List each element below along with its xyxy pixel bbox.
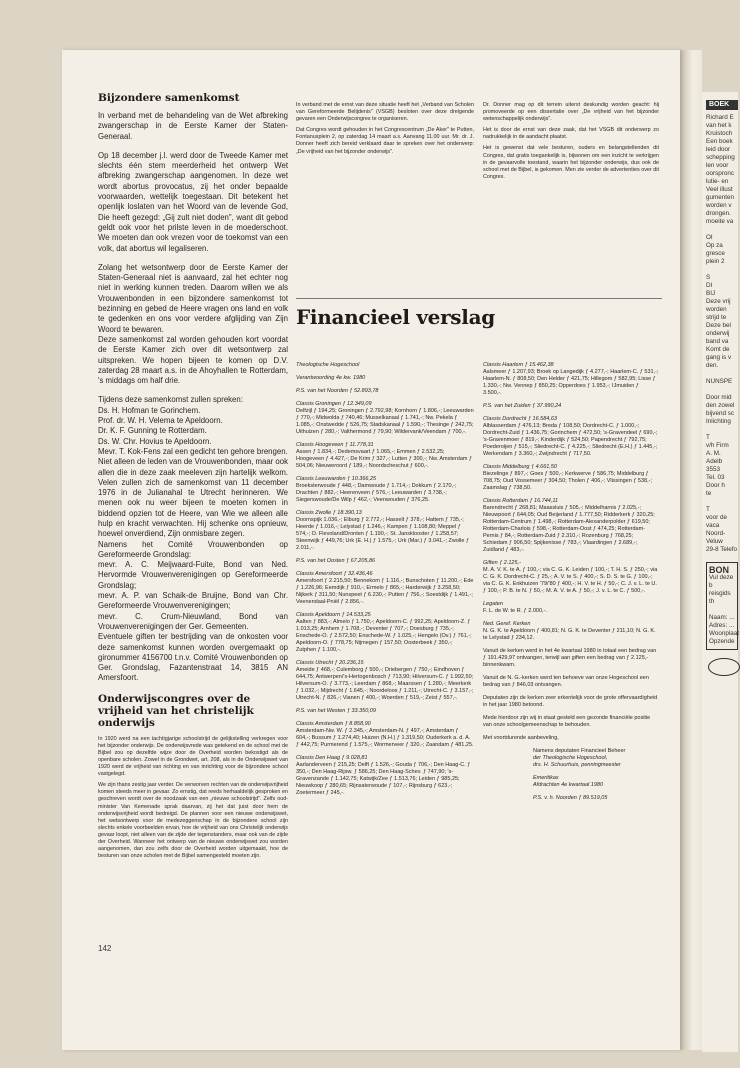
edge-text-line: Veel illust bbox=[706, 186, 733, 193]
edge-text-line: T bbox=[706, 434, 710, 441]
ledger-entries: Mede hierdoor zijn wij in staat gesteld een gezonde financiële positie van onze schoolgemeenschap te behouden. bbox=[483, 715, 651, 728]
edge-text-line: den zowel bbox=[706, 402, 735, 409]
bon-title: BON bbox=[709, 565, 729, 575]
edge-text-line: OI bbox=[706, 234, 713, 241]
edge-text-line: voor de vaca bbox=[706, 514, 728, 529]
edge-text-line bbox=[706, 370, 738, 378]
paragraph: Dr. Donner mag op dit terrein uiterst deskundig worden geacht: hij promoveerde op een dissertatie over „De vrijheid van het bijzonder wetenschappelijk onderwijs". bbox=[483, 102, 659, 123]
edge-text-line: Door mid bbox=[706, 394, 732, 401]
ledger-heading: Classis Groningen ƒ 12.349,09 bbox=[296, 401, 372, 407]
edge-text-line: v/h Firm bbox=[706, 442, 729, 449]
onderwijs-continued-2 bbox=[483, 102, 659, 185]
paragraph: Het is door de ernst van deze zaak, dat het VSGB dit onderwerp zo nadrukkelijk in de aandacht plaatst. bbox=[483, 127, 659, 141]
edge-text-line: te bbox=[706, 490, 712, 497]
paragraph: Mevr. T. Kok-Fens zal een gedicht ten gehore brengen. bbox=[98, 446, 288, 456]
next-page-bar: BOEK bbox=[706, 100, 738, 110]
edge-text-line: 3553 bbox=[706, 466, 721, 473]
ledger-entries: M. A. V. K. te A. ƒ 100,-; via C. G. K. Leiden ƒ 100,-; T. H. S. ƒ 250,-; via C. G. K. Dordrecht-C. ƒ 25,-; A. V. te S. ƒ 400,-; S. D. S. te G. ƒ 100,-; via C. G. K. Enkhuizen '79/'80 ƒ 400,-; H. V. te H. ƒ 50,-; C. J. v. L. te U. ƒ 100,-; P. B. te N. ƒ 50,-; M. A. V. te A. ƒ 50,-; J. v. L. te C. ƒ 500,-. bbox=[483, 567, 658, 594]
paragraph: In 1920 werd na een tachtigjarige schoolstrijd de gelijkstelling verkregen voor het bijzonder onderwijs. De onderwijsvrede was getekend en de school met de Bijbel zou op dezelfde wijze door de Overheid worden bekostigd als de openbare scholen. Zowel in de Grondwet, art. 208, als in de Onderwijswet van 1920 werd de vrijheid van richting en van inrichting voor de bijzondere school vastgelegd. bbox=[98, 735, 288, 778]
ledger-entries: Amersfoort ƒ 2.215,50; Bennekom ƒ 1.116,-; Bunschoten ƒ 11.200,-; Ede ƒ 1.226,96; Eemdijk ƒ 910,-; Ermelo ƒ 865,-; Harderwijk ƒ 3.258,50; Nijkerk ƒ 311,50; Nunspeet ƒ 6.230,-; Putten ƒ 756,-; Soestdijk ƒ 1.491,-; Veenendaal-Pniël ƒ 2.856,-. bbox=[296, 578, 474, 605]
ledger-heading: Classis Rotterdam ƒ 16.744,11 bbox=[483, 498, 559, 504]
ledger-heading: Verantwoording 4e kw. 1980 bbox=[296, 375, 366, 381]
ledger-entries: Barendrecht ƒ 268,81; Maassluis ƒ 505,-; Middelharnis ƒ 2.025,-; Nieuwpoort ƒ 644,05; Oud Beijerland ƒ 1.777,50; Ridderkerk ƒ 320,25; Rotterdam-Centrum ƒ 1.498,-; Rotterdam-Alexanderpolder ƒ 619,50; Rotterdam-Charlois ƒ 598,-; Rotterdam-Oost ƒ 474,25; Rotterdam-Pernis ƒ 84,-; Rotterdam-Zuid ƒ 2.310,-; Rozenburg ƒ 768,25; Schiedam ƒ 906,50; Spijkenisse ƒ 783,-; Vlaardingen ƒ 2.689,-; Zuidland ƒ 483,-. bbox=[483, 505, 655, 553]
edge-text-line: worden v bbox=[706, 202, 732, 209]
edge-text-line: gang is v bbox=[706, 354, 732, 361]
onderwijs-title: Onderwijscongres over de vrijheid van het christelijk onderwijs bbox=[98, 692, 254, 729]
edge-text-line: lutie- en bbox=[706, 178, 729, 185]
ledger-heading: Classis Hoogeveen ƒ 11.778,31 bbox=[296, 442, 374, 448]
edge-text-line bbox=[709, 606, 735, 614]
ledger-heading: Ned. Geref. Kerken bbox=[483, 621, 531, 627]
bijzondere-body bbox=[98, 111, 288, 684]
ledger-entries: Ameide ƒ 468,-; Culemborg ƒ 500,-; Driebergen ƒ 750,-; Eindhoven ƒ 644,75; Antwerpen/'s-Hertogenbosch ƒ 713,90; Hilversum-C. ƒ 1.992,50; Hilversum-O. ƒ 3.773,-; Leerdam ƒ 868,-; Maarssen ƒ 1.280,-; Meerkerk ƒ 1.032,-; Mijdrecht ƒ 1.645,-; Noordeloos ƒ 1.211,-; Utrecht-C. ƒ 3.157,-; Utrecht-N. ƒ 826,-; Vianen ƒ 400,-; Woerden ƒ 519,-; Zeist ƒ 557,-. bbox=[296, 667, 474, 701]
ledger-entries: F. L. de W. te R. ƒ 2.000,-. bbox=[483, 608, 547, 614]
signature-line: Namens deputaten Financieel Beheer bbox=[533, 748, 626, 754]
book-spine bbox=[680, 50, 702, 1050]
edge-text-line: bijvend sc bbox=[706, 410, 735, 417]
edge-text-line: Noord-Veluw bbox=[706, 530, 726, 545]
edge-text-line: gresce bbox=[706, 250, 725, 257]
financieel-title: Financieel verslag bbox=[296, 305, 495, 329]
paragraph: mevr. A. P. van Schaik-de Bruijne, Bond van Chr. Gereformeerde Vrouwenverenigingen; bbox=[98, 591, 288, 611]
ledger-heading: Classis Amsterdam ƒ 8.858,90 bbox=[296, 721, 371, 727]
edge-text-line: BIJ bbox=[706, 290, 716, 297]
edge-text-line bbox=[706, 386, 738, 394]
edge-text-line: A. M. bbox=[706, 450, 721, 457]
ledger-heading: Classis Dordrecht ƒ 16.584,63 bbox=[483, 416, 557, 422]
ledger-entries: Delfzijl ƒ 194,25; Groningen ƒ 2.792,98; Kornhorn ƒ 1.806,-; Leeuwarden ƒ 770,-; Midwolda ƒ 740,46; Musselkanaal ƒ 1.741,-; Nw. Pekela ƒ 1.085,-; Onstwedde ƒ 526,75; Stadskanaal ƒ 1.590,-; Thesinge ƒ 242,75; Uithuizen ƒ 280,-; Valthermond ƒ 79,90; Wildervank/Veendam ƒ 700,-. bbox=[296, 408, 474, 435]
ledger-entries: Vanuit de kerken werd in het 4e kwartaal 1980 in totaal een bedrag van ƒ 191.429,97 ontvangen, terwijl aan giften een bedrag van ƒ 2.125,- binnenkwam. bbox=[483, 648, 657, 668]
ledger-heading: P.S. van het Noorden ƒ 52.893,78 bbox=[296, 388, 379, 394]
ledger-entries: Aalten ƒ 883,-; Almelo ƒ 1.750,-; Apeldoorn-C. ƒ 992,25; Apeldoorn-Z. ƒ 1.013,25; Arnhem ƒ 1.708,-; Deventer ƒ 707,-; Doesburg ƒ 735,-; Enschede-O. ƒ 2.572,50; Enschede-W. ƒ 1.025,-; Hengelo (Ov.) ƒ 761,-; Apeldoorn-O. ƒ 778,75; Nijmegen ƒ 157,50; Oosterbeek ƒ 350,-; Zutphen ƒ 1.100,-. bbox=[296, 619, 472, 653]
next-page-text bbox=[702, 114, 738, 554]
edge-text-line: Woonplaat bbox=[709, 630, 739, 637]
paragraph: Dat Congres wordt gehouden in het Congrescentrum „De Aker" te Putten, Fontanusplein 2, op zaterdag 14 maart a.s. Aanvang 11.00 uur. Mr. dr. J. Donner heeft zich bereid verklaard daar te spreken over het onderwerp: „De vrijheid van het bijzonder onderwijs". bbox=[296, 127, 474, 155]
magazine-page bbox=[62, 50, 680, 1050]
edge-text-line: Adelb bbox=[706, 458, 723, 465]
edge-text-line: Door h bbox=[706, 482, 725, 489]
footer-line: P.S. v. h. Noorden ƒ 89.519,05 bbox=[533, 795, 608, 801]
edge-text-line: 29-8 Telefo bbox=[706, 546, 738, 553]
signature-line: drs. H. Schuurhuis, penningmeester bbox=[533, 762, 621, 768]
paragraph: Namens het Comité Vrouwenbonden op Gereformeerde Grondslag: bbox=[98, 539, 288, 559]
edge-text-line: Op za bbox=[706, 242, 723, 249]
paragraph: Zolang het wetsontwerp door de Eerste Kamer der Staten-Generaal niet is aanvaard, zal het echter nog niet in werking kunnen treden. Daarom willen we als Vrouwenbonden in een bijzondere samenkomst tot bezinning en gebed de Heere vragen ons land en volk te gedenken en ons voor verdere afglijding van Zijn Woord te bewaren. bbox=[98, 262, 288, 334]
ledger-heading: Classis Den Haag ƒ 9.028,81 bbox=[296, 755, 368, 761]
footer-line: Emeritikas bbox=[533, 775, 559, 781]
edge-text-line: Richard E bbox=[706, 114, 734, 121]
edge-text-line: van het k bbox=[706, 122, 732, 129]
edge-text-line: reisgids th bbox=[709, 590, 731, 605]
next-page-edge bbox=[702, 92, 738, 1052]
paragraph: In verband met de ernst van deze situatie heeft het „Verband van Scholen van Gereformeerde Belijdenis" (VSGB) besloten over deze dreigende gevaren een Onderwijscongres te organiseren. bbox=[296, 102, 474, 123]
paragraph: Het is gewenst dat vele besturen, ouders en belangstellenden dit Congres, dat gratis toegankelijk is, bijwonen om een inzicht te verkrijgen in de gevaarvolle toestand, waarin het bijzonder onderwijs, dus ook de school met de Bijbel, is gekomen. Men zie verder de advertenties over dit Congres. bbox=[483, 145, 659, 180]
publisher-logo-icon bbox=[708, 658, 740, 676]
paragraph: Eventuele giften ter bestrijding van de onkosten voor deze samenkomst kunnen worden overgemaakt op gironummer 4156700 t.n.v. Comité Vrouwenbonden op Ger. Grondslag, Fazantenstraat 14, 3815 AN Amersfoort. bbox=[98, 632, 288, 683]
edge-text-line: Vul deze b bbox=[709, 574, 734, 589]
financieel-column-2 bbox=[483, 362, 659, 802]
ledger-heading: Classis Utrecht ƒ 20.236,15 bbox=[296, 660, 364, 666]
edge-text-line bbox=[706, 426, 738, 434]
edge-text-line bbox=[706, 226, 738, 234]
page-number: 142 bbox=[98, 944, 112, 953]
ledger-entries: Amsterdam-Nw. W. ƒ 2.345,-; Amsterdam-N. ƒ 497,-; Amsterdam ƒ 604,-; Bussum ƒ 1.274,40; Huizen (N.H.) ƒ 1.319,50; Ouderkerk a. d. A. ƒ 442,75; Purmerend ƒ 1.575,-; Wormerveer ƒ 320,-; Zaandam ƒ 481,25. bbox=[296, 728, 474, 748]
edge-text-line: Een boek bbox=[706, 138, 733, 145]
speaker: Prof. dr. W. H. Velema te Apeldoorn. bbox=[98, 416, 223, 426]
ledger-entries: Broeksterwoude ƒ 448,-; Damwoude ƒ 1.714,-; Dokkum ƒ 2.170,-; Drachten ƒ 882,-; Heerenveen ƒ 576,-; Leeuwarden ƒ 3.738,-; Siegerswoude/De Wilp ƒ 462,-; Veenwouden ƒ 376,25. bbox=[296, 483, 457, 503]
ledger-heading: Classis Apeldoorn ƒ 14.533,25 bbox=[296, 612, 371, 618]
edge-text-line: Deze bel bbox=[706, 322, 731, 329]
onderwijs-continued bbox=[296, 102, 474, 160]
ledger-entries: N. G. K. te Apeldoorn ƒ 400,81; N. G. K. te Deventer ƒ 211,10; N. G. K. te Lelystad ƒ 234,12. bbox=[483, 628, 656, 641]
financieel-column-1 bbox=[296, 362, 474, 803]
edge-text-line: NUNSPE bbox=[706, 378, 733, 385]
speaker: Ds. H. Hofman te Gorinchem. bbox=[98, 405, 201, 415]
edge-text-line: leid door bbox=[706, 146, 731, 153]
ledger-heading: P.S. van het Westen ƒ 33.350,09 bbox=[296, 708, 376, 714]
column-left bbox=[98, 92, 288, 860]
paragraph: mevr. C. Crum-Nieuwland, Bond van Vrouwenverenigingen der Ger. Gemeenten. bbox=[98, 611, 288, 631]
ledger-entries: Deputaten zijn de kerken zeer erkentelijk voor de grote offervaardigheid in het jaar 1980 betoond. bbox=[483, 695, 658, 708]
edge-text-line: Adres: ... bbox=[709, 622, 735, 629]
ledger-heading: Giften ƒ 2.125,- bbox=[483, 560, 521, 566]
ledger-entries: Met voortdurende aanbeveling, bbox=[483, 735, 559, 741]
ledger-heading: P.S. van het Oosten ƒ 67.205,86 bbox=[296, 558, 376, 564]
edge-text-line: gumenten bbox=[706, 194, 735, 201]
edge-text-line: schepping bbox=[706, 154, 735, 161]
edge-text-line: Deze vrij bbox=[706, 298, 731, 305]
ledger-entries: Assen ƒ 1.834,-; Dedemsvaart ƒ 1.065,-; Emmen ƒ 2.532,25; Hoogeveen ƒ 4.427,-; De Krim ƒ 327,-; Lutten ƒ 300,-; Nw. Amsterdam ƒ 504,06; Nieuweroord ƒ 189,-; Noordscheschut ƒ 600,-. bbox=[296, 449, 473, 469]
ledger-heading: Classis Zwolle ƒ 18.390,13 bbox=[296, 510, 362, 516]
edge-text-line: Tel. 03 bbox=[706, 474, 725, 481]
edge-text-line: drongen. bbox=[706, 210, 731, 217]
edge-text-line: DI bbox=[706, 282, 713, 289]
edge-text-line: Komt de bbox=[706, 346, 730, 353]
bijzondere-title: Bijzondere samenkomst bbox=[98, 92, 240, 104]
ledger-entries: Biezelinge ƒ 897,-; Goes ƒ 500,-; Kerkwerve ƒ 586,75; Middelburg ƒ 708,75; Oud Vossemeer ƒ 304,50; Tholen ƒ 406,-; Vlissingen ƒ 538,-; Zaamslag ƒ 738,50. bbox=[483, 471, 652, 491]
footer-line: Afdrachten 4e kwartaal 1980 bbox=[533, 782, 604, 788]
edge-text-line: Naam: ... bbox=[709, 614, 735, 621]
signature-line: der Theologische Hogeschool, bbox=[533, 755, 608, 761]
edge-text-line: Kruistoch bbox=[706, 130, 733, 137]
speaker: Dr. K. F. Gunning te Rotterdam. bbox=[98, 426, 207, 436]
edge-text-line: len voor bbox=[706, 162, 729, 169]
edge-text-line bbox=[706, 498, 738, 506]
paragraph: Niet alleen de leden van de Vrouwenbonden, maar ook allen die in deze zaak meeleven zijn hartelijk welkom. Velen zullen zich de samenkomst van 11 december 1976 in de Julianahal te Utrecht herinneren. We menen ook nu weer bijeen te moeten komen in biddend opzien tot de Heere, van Wie we alleen alle hulp en kracht verwachten. Hij schenke ons opnieuw, hoewel onverdiend, Zijn onmisbare zegen. bbox=[98, 457, 288, 539]
paragraph: In verband met de behandeling van de Wet afbreking zwangerschap in de Eerste Kamer der Staten-Generaal. bbox=[98, 111, 288, 141]
edge-text-line: oorspronc bbox=[706, 170, 735, 177]
ledger-entries: Alblasserdam ƒ 476,13; Breda ƒ 108,50; Dordrecht-C. ƒ 1.000,-; Dordrecht-Zuid ƒ 1.436,75; Gorinchem ƒ 472,50; 's-Gravendeel ƒ 690,-; 's-Gravenmoer ƒ 819,-; Kinderdijk ƒ 524,50; Papendrecht ƒ 792,75; Poederoijen ƒ 515,-; Sliedrecht-C. ƒ 4.225,-; Sliedrecht (E.H.) ƒ 1.445,-; Werkendam ƒ 3.360,-; Zwijndrecht ƒ 717,50. bbox=[483, 423, 658, 457]
edge-text-line: moeite va bbox=[706, 218, 734, 225]
paragraph: We zijn thans zestig jaar verder. De verworven rechten van de onderwijsvrijheid komen steeds meer in gevaar. Zo ernstig, dat reeds herhaaldelijk gesproken en geschreven wordt over de noodzaak van een „nieuwe schoolstrijd". Zelfs oud-minister Van Kemenade sprak daarvan, zij het dat juist door hem de onderwijsvrijheid wordt bedreigd. De plannen voor een nieuwe onderwijswet, het wetsontwerp voor de medezeggenschap in de bijzondere school zijn slechts enkele voorbeelden ervan, hoe de vrijheid van ons Christelijk onderwijs gevaar loopt, niet alleen van de zijde der tegenstanders, maar ook van de zijde der Overheid. Wanneer het ontwerp van de nieuwe onderwijswet zou worden aangenomen, dan zou zelfs door de Overheid worden uitgemaakt, hoe de besturen van onze scholen met de Bijbel samengesteld moeten zijn. bbox=[98, 782, 288, 860]
ledger-heading: Classis Amersfoort ƒ 32.436,46 bbox=[296, 571, 373, 577]
paragraph: mevr. A. C. Meijwaard-Fuite, Bond van Ned. Hervormde Vrouwenverenigingen op Gereformeerde Grondslag; bbox=[98, 560, 288, 590]
edge-text-line bbox=[706, 266, 738, 274]
ledger-heading: Classis Leeuwarden ƒ 10.366,25 bbox=[296, 476, 377, 482]
paragraph: Deze samenkomst zal worden gehouden kort voordat de Eerste Kamer zich over dit wetsontwerp zal uitspreken. We hopen bijeen te komen op D.V. zaterdag 28 maart a.s. in de Ahoyhallen te Rotterdam, 's middags om half drie. bbox=[98, 334, 288, 386]
edge-text-line: Inlichting bbox=[706, 418, 731, 425]
speaker: Ds. W. Chr. Hovius te Apeldoorn. bbox=[98, 436, 212, 446]
edge-text-line: strijd te bbox=[706, 314, 727, 321]
onderwijs-body-start bbox=[98, 735, 288, 860]
edge-text-line: onderwij bbox=[706, 330, 730, 337]
edge-text-line: T bbox=[706, 506, 710, 513]
signature-block bbox=[533, 748, 659, 802]
ledger-heading: Classis Haarlem ƒ 15.462,38 bbox=[483, 362, 554, 368]
bon-lines bbox=[709, 574, 739, 646]
ledger-heading: P.S. van het Zuiden ƒ 37.990,24 bbox=[483, 403, 562, 409]
ledger-entries: Aarlanderveen ƒ 215,25; Delft ƒ 1.526,-; Gouda ƒ 706,-; Den Haag-C. ƒ 350,-; Den Haag-Rijsw. ƒ 586,25; Den Haag-Schev. ƒ 747,90; 's-Gravenzande ƒ 1.142,75; Katwijk/Zee ƒ 1.513,76; Leiden ƒ 985,25; Nieuwkoop ƒ 280,65; Rijnsaterwoude ƒ 107,-; Rijnsburg ƒ 623,-; Zoetermeer ƒ 245,-. bbox=[296, 762, 471, 796]
paragraph: Tijdens deze samenkomst zullen spreken: bbox=[98, 395, 243, 405]
ledger-heading: Legaten bbox=[483, 601, 503, 607]
ledger-entries: Aalsmeer ƒ 1.207,93; Broek op Langedijk ƒ 4.277,-; Haarlem-C. ƒ 531,-; Haarlem-N. ƒ 808,50; Den Helder ƒ 421,75; Hillegom ƒ 582,95; Lisse ƒ 1.330,-; Nw. Vennep ƒ 850,25; Opperdoes ƒ 1.953,-; IJmuiden ƒ 3.500,-. bbox=[483, 369, 659, 396]
ledger-entries: Doornspijk 1.036,-; Elburg ƒ 2.772,-; Hasselt ƒ 378,-; Hattem ƒ 735,-; Heerde ƒ 1.016,-; Lelystad ƒ 1.246,-; Kampen ƒ 1.108,80; Meppel ƒ 574,-; O. Flevoland/Dronten ƒ 1.190,-; St. Jansklooster ƒ 1.258,57; Steenwijk ƒ 449,76; Urk (E. H.) ƒ 1.575,-; Urk (Mar.) ƒ 3.041,-; Zwolle ƒ 2.011,-. bbox=[296, 517, 470, 551]
edge-text-line: S bbox=[706, 274, 711, 281]
ledger-entries: Vanuit de N. G.-kerken werd ten behoeve van onze Hogeschool een bedrag van ƒ 846,03 ontvangen. bbox=[483, 675, 649, 688]
ledger-heading: Theologische Hogeschool bbox=[296, 362, 360, 368]
edge-text-line: Opzende bbox=[709, 638, 735, 645]
edge-text-line: worden bbox=[706, 306, 727, 313]
bon-box bbox=[706, 562, 738, 650]
edge-text-line: den. bbox=[706, 362, 719, 369]
section-divider bbox=[296, 298, 662, 299]
ledger-heading: Classis Middelburg ƒ 4.661,50 bbox=[483, 464, 557, 470]
paragraph: Op 18 december j.l. werd door de Tweede Kamer met slechts één stem meerderheid het ontwerp Wet afbreking zwangerschap aangenomen. In deze wet wordt abortus provocatus, zij het onder bepaalde voorwaarden, wettelijk toegestaan. Dit betekent het openlijk loslaten van het Woord van de levende God, Die heeft gezegd: „Gij zult niet doden", want dit gebod geldt ook voor het prilste leven in de moederschoot. We moeten dan ook vrezen voor de toekomst van een volk, dat abortus wil legaliseren. bbox=[98, 150, 288, 253]
edge-text-line: band va bbox=[706, 338, 729, 345]
edge-text-line: plein 2 bbox=[706, 258, 725, 265]
